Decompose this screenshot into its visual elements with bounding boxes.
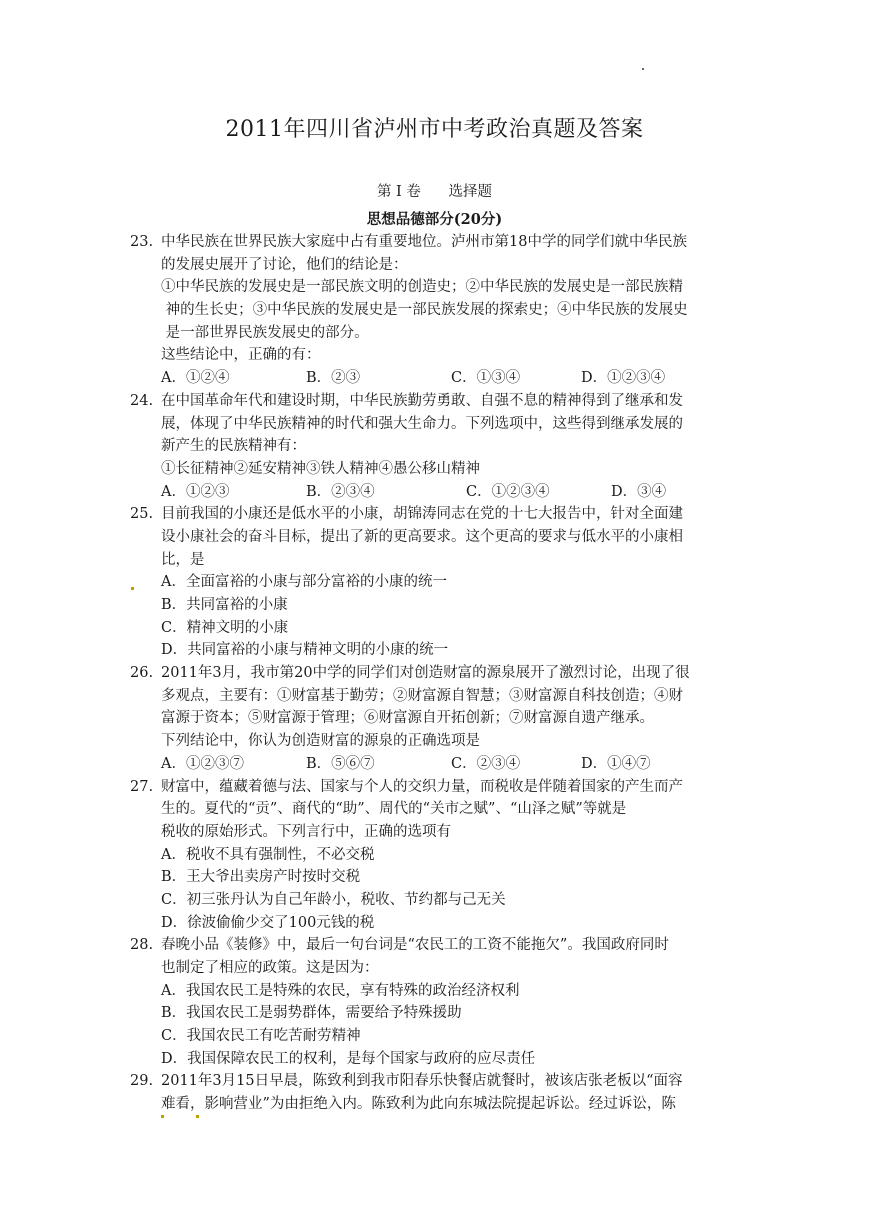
- choice-row: [130, 481, 730, 504]
- question-text: ①中华民族的发展史是一部民族文明的创造史；②中华民族的发展史是一部民族精: [161, 279, 683, 296]
- question-28: [130, 934, 730, 1070]
- question-text: 的发展史展开了讨论，他们的结论是：: [161, 256, 408, 273]
- choice-a: A．①②④: [161, 370, 230, 387]
- choice-c: C．我国农民工有吃苦耐劳精神: [161, 1028, 361, 1045]
- section-heading: 思想品德部分(20分): [366, 211, 503, 228]
- choice-b: B．王大爷出卖房产时按时交税: [161, 869, 361, 886]
- choice-b: B．我国农民工是弱势群体，需要给予特殊援助: [161, 1005, 462, 1022]
- question-text: 税收的原始形式。下列言行中，正确的选项有: [161, 823, 451, 840]
- choice-c: C．①③④: [451, 370, 521, 387]
- question-text: ①长征精神②延安精神③铁人精神④愚公移山精神: [161, 460, 480, 477]
- question-text: 在中国革命年代和建设时期，中华民族勤劳勇敢、自强不息的精神得到了继承和发: [161, 392, 683, 409]
- question-text: 新产生的民族精神有：: [161, 438, 306, 455]
- question-text: 是一部世界民族发展史的部分。: [161, 324, 369, 341]
- question-25: [130, 503, 730, 662]
- question-text: 展，体现了中华民族精神的时代和强大生命力。下列选项中，这些得到继承发展的: [161, 415, 683, 432]
- question-number: 27.: [130, 778, 154, 795]
- question-24: [130, 390, 730, 503]
- choice-d: D．①④⑦: [581, 755, 651, 772]
- choice-a: A．我国农民工是特殊的农民，享有特殊的政治经济权利: [161, 982, 520, 999]
- question-number: 24.: [130, 392, 154, 409]
- document-title: 2011年四川省泸州市中考政治真题及答案: [225, 117, 644, 142]
- question-number: 29.: [130, 1073, 154, 1090]
- scan-mark: [196, 1115, 199, 1118]
- question-text: 富源于资本；⑤财富源于管理；⑥财富源自开拓创新；⑦财富源自遗产继承。: [161, 710, 654, 727]
- question-23: [130, 231, 730, 390]
- question-text: 这些结论中，正确的有：: [161, 347, 321, 364]
- choice-c: C．初三张丹认为自己年龄小，税收、节约都与己无关: [161, 891, 506, 908]
- choice-a: A．①②③⑦: [161, 755, 244, 772]
- choice-row: [130, 753, 730, 776]
- question-text: 比，是: [161, 551, 205, 568]
- question-text: 难看，影响营业”为由拒绝入内。陈致利为此向东城法院提起诉讼。经过诉讼，陈: [161, 1096, 676, 1113]
- scan-speck: [642, 68, 644, 70]
- question-text: 中华民族在世界民族大家庭中占有重要地位。泸州市第18中学的同学们就中华民族: [161, 234, 687, 250]
- choice-d: D．徐波偷偷少交了100元钱的税: [161, 914, 375, 931]
- choice-b: B．②③④: [306, 483, 375, 500]
- question-text: 多观点，主要有：①财富基于勤劳；②财富源自智慧；③财富源自科技创造；④财: [161, 687, 683, 704]
- choice-d: D．我国保障农民工的权利，是每个国家与政府的应尽责任: [161, 1050, 536, 1067]
- volume-heading: 第 I 卷 选择题: [376, 184, 493, 200]
- choice-d: D．③④: [611, 483, 667, 500]
- question-number: 26.: [130, 665, 154, 682]
- question-text: 春晚小品《装修》中，最后一句台词是“农民工的工资不能拖欠”。我国政府同时: [161, 937, 669, 954]
- choice-b: B．⑤⑥⑦: [306, 755, 375, 772]
- choice-a: A．全面富裕的小康与部分富裕的小康的统一: [161, 574, 447, 591]
- choice-a: A．税收不具有强制性，不必交税: [161, 846, 375, 863]
- question-number: 23.: [130, 234, 154, 250]
- question-text: 下列结论中，你认为创造财富的源泉的正确选项是: [161, 733, 480, 750]
- question-number: 25.: [130, 506, 154, 523]
- choice-a: A．①②③: [161, 483, 230, 500]
- question-26: [130, 662, 730, 775]
- choice-c: C．①②③④: [466, 483, 550, 500]
- question-text: 也制定了相应的政策。这是因为：: [161, 960, 379, 976]
- question-29: [130, 1070, 730, 1115]
- choice-d: D．①②③④: [581, 370, 666, 387]
- question-text: 设小康社会的奋斗目标，提出了新的更高要求。这个更高的要求与低水平的小康相: [161, 528, 683, 545]
- choice-b: B．共同富裕的小康: [161, 597, 288, 613]
- question-text: 财富中，蕴藏着德与法、国家与个人的交织力量，而税收是伴随着国家的产生而产: [161, 778, 683, 795]
- question-text: 目前我国的小康还是低水平的小康，胡锦涛同志在党的十七大报告中，针对全面建: [161, 506, 683, 523]
- question-text: 2011年3月，我市第20中学的同学们对创造财富的源泉展开了激烈讨论，出现了很: [161, 665, 690, 682]
- scan-mark: [161, 1115, 164, 1118]
- question-text: 神的生长史；③中华民族的发展史是一部民族发展的探索史；④中华民族的发展史: [161, 302, 688, 319]
- choice-b: B．②③: [306, 370, 361, 387]
- question-number: 28.: [130, 937, 154, 954]
- question-27: [130, 776, 730, 935]
- choice-row: [130, 367, 730, 390]
- question-list: [130, 231, 730, 1116]
- question-text: 2011年3月15日早晨，陈致利到我市阳春乐快餐店就餐时，被该店张老板以“面容: [161, 1073, 683, 1090]
- choice-c: C．精神文明的小康: [161, 619, 289, 636]
- choice-d: D．共同富裕的小康与精神文明的小康的统一: [161, 642, 449, 659]
- scan-mark: [131, 587, 134, 590]
- question-text: 生的。夏代的“贡”、商代的“助”、周代的“关市之赋”、“山泽之赋”等就是: [161, 801, 627, 818]
- choice-c: C．②③④: [451, 755, 521, 772]
